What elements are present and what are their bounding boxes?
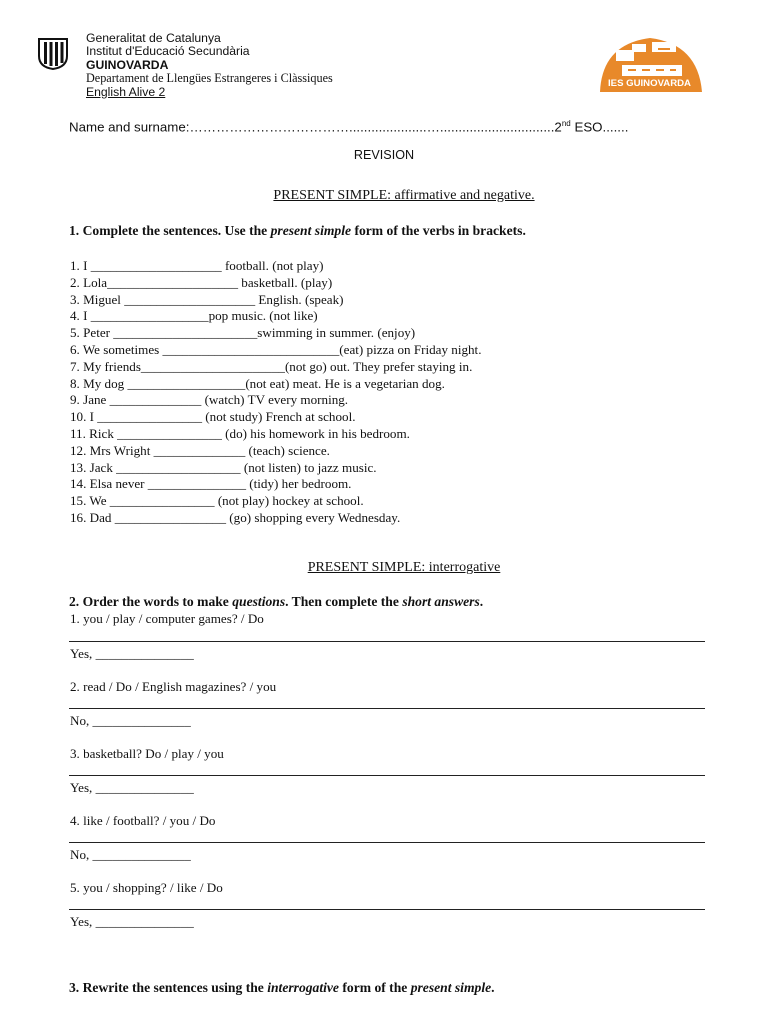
list-item: 1. I ____________________ football. (not play) [70,258,324,273]
name-line-eso: ESO....... [570,119,629,135]
exercise2-instruction: 2. Order the words to make questions. Then complete the short answers. [69,594,484,609]
list-item: 8. My dog __________________(not eat) meat. He is a vegetarian dog. [70,375,445,391]
header-line-institut: Institut d'Educació Secundària [86,44,250,59]
list-item: 13. Jack ___________________ (not listen) to jazz music. [70,459,377,475]
answer-line[interactable] [69,909,705,910]
list-item: 2. Lola____________________ basketball. (play) [70,274,333,290]
answer-line[interactable] [69,775,705,776]
question-prompt: 3. basketball? Do / play / you [70,746,224,761]
list-item: 4. I __________________pop music. (not like) [70,308,318,324]
list-item: 6. We sometimes ___________________________(eat) pizza on Friday night. [70,341,482,357]
answer-line[interactable] [69,708,705,709]
exercise1-instruction: 1. Complete the sentences. Use the present simple form of the verbs in brackets. [69,223,526,238]
generalitat-crest-icon [36,36,70,70]
header-line-school-name: GUINOVARDA [86,57,169,72]
list-item: 5. Peter ______________________swimming in summer. (enjoy) [70,325,416,341]
list-item: 10. I ________________ (not study) French at school. [70,409,356,425]
question-prompt: 4. like / football? / you / Do [70,813,216,828]
question-prompt: 1. you / play / computer games? / Do [70,611,264,626]
exercise3-instruction: 3. Rewrite the sentences using the interrogative form of the present simple. [69,980,495,995]
name-line-text: Name and surname:……………………………….....................…...............................2 [69,119,562,135]
list-item: 16. Dad _________________ (go) shopping every Wednesday. [70,509,401,525]
short-answer[interactable]: Yes, _______________ [70,646,194,661]
question-prompt: 5. you / shopping? / like / Do [70,880,223,895]
logo-caption: IES GUINOVARDA [608,78,691,89]
short-answer[interactable]: Yes, _______________ [70,914,194,929]
list-item: 7. My friends______________________(not go) out. They prefer staying in. [70,358,473,374]
exercise1-sentence-list [70,258,481,527]
list-item: 3. Miguel ____________________ English. (speak) [70,291,344,307]
short-answer[interactable]: No, _______________ [70,847,191,862]
answer-line[interactable] [69,842,705,843]
header-line-course: English Alive 2 [86,84,166,99]
short-answer[interactable]: No, _______________ [70,713,191,728]
list-item: 12. Mrs Wright ______________ (teach) science. [70,442,330,458]
section1-title: PRESENT SIMPLE: affirmative and negative. [273,188,535,203]
answer-line[interactable] [69,641,705,642]
section2-title: PRESENT SIMPLE: interrogative [307,560,501,575]
name-line-ordinal: nd [561,119,571,128]
question-prompt: 2. read / Do / English magazines? / you [70,679,277,694]
list-item: 11. Rick ________________ (do) his homework in his bedroom. [70,425,410,441]
name-surname-field[interactable] [69,119,709,134]
list-item: 9. Jane ______________ (watch) TV every morning. [70,392,349,408]
short-answer[interactable]: Yes, _______________ [70,780,194,795]
header-line-department: Departament de Llengües Estrangeres i Clàssiques [86,71,333,86]
list-item: 14. Elsa never _______________ (tidy) her bedroom. [70,476,352,492]
school-header [86,32,333,99]
list-item: 15. We ________________ (not play) hockey at school. [70,493,364,509]
header-line-generalitat: Generalitat de Catalunya [86,31,221,45]
revision-heading: REVISION [353,148,415,162]
